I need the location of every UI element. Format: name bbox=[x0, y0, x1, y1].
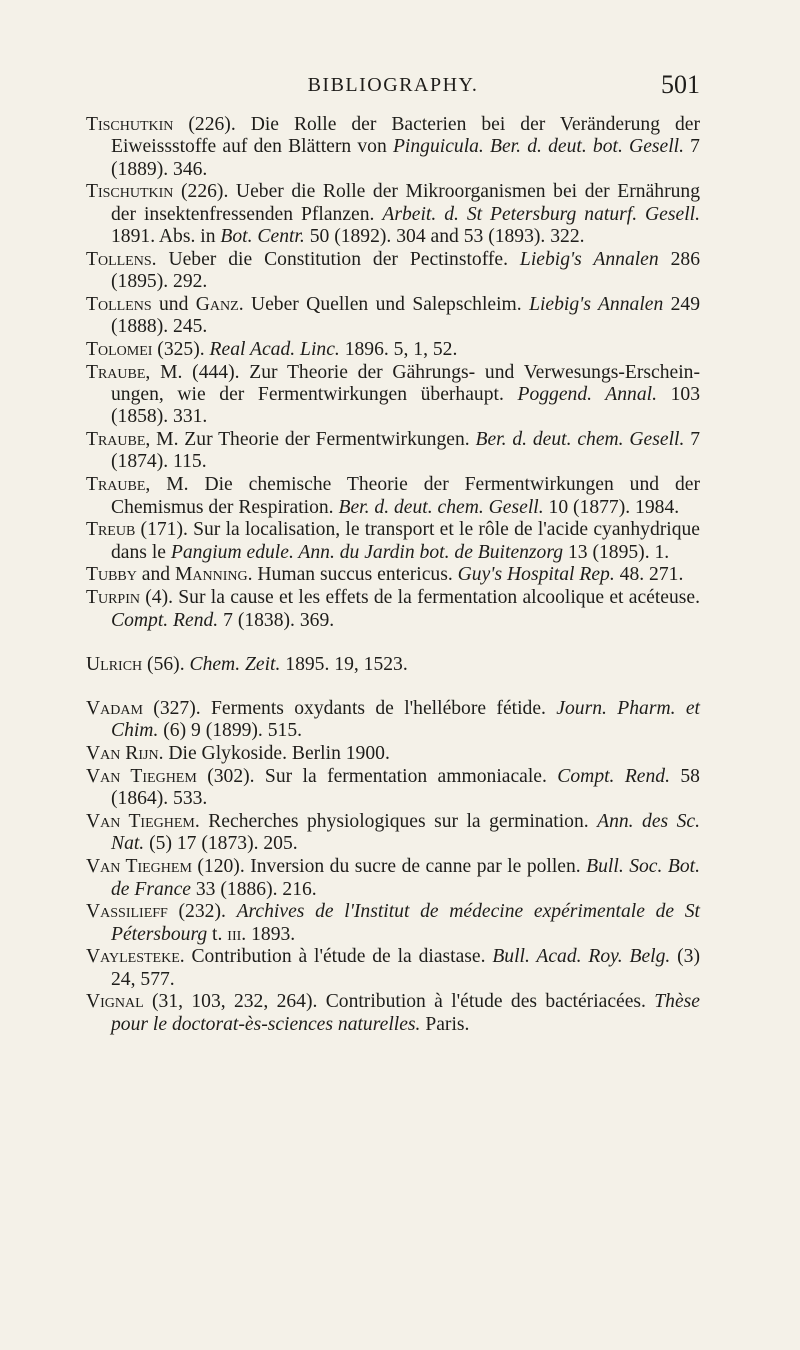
entry-text: 1891. Abs. in bbox=[111, 225, 221, 247]
italic-citation: Archives de l'Institut de médecine expérimentale de St Pétersbourg bbox=[111, 901, 700, 945]
bibliography-entry bbox=[86, 114, 700, 181]
italic-citation: Pangium edule. Ann. du Jardin bot. de Buitenzorg bbox=[170, 541, 564, 563]
italic-citation: Liebig's Annalen bbox=[519, 248, 659, 270]
entry-text: (232). bbox=[167, 901, 237, 923]
bibliography-entry bbox=[86, 991, 700, 1036]
entry-text: t. bbox=[207, 923, 228, 945]
author-name: Van Tieghem bbox=[86, 856, 192, 878]
entry-text: (5) 17 (1873). 205. bbox=[144, 833, 298, 855]
bibliography-list bbox=[86, 114, 700, 1037]
bibliography-entry bbox=[86, 181, 700, 248]
entry-text: und bbox=[151, 293, 196, 315]
page-number: 501 bbox=[661, 70, 700, 99]
bibliography-entry bbox=[86, 294, 700, 339]
italic-citation: Arbeit. d. St Petersburg naturf. Gesell. bbox=[382, 203, 700, 225]
italic-citation: Thèse pour le doctorat-ès-sciences naturelles. bbox=[111, 991, 700, 1035]
author-name: Traube, M. bbox=[86, 361, 183, 383]
author-name: Van Tieghem bbox=[86, 811, 195, 833]
entry-text: 1895. 19, 1523. bbox=[280, 653, 408, 675]
entry-text: . Ueber Quellen und Salepschleim. bbox=[238, 293, 530, 315]
entry-text: . 1893. bbox=[241, 923, 296, 945]
bibliography-entry bbox=[86, 429, 700, 474]
entry-text: Die chemische Theorie der Fermentwirkungen und der Chemismus der Respiration. bbox=[111, 474, 700, 518]
author-name: Treub bbox=[86, 519, 136, 541]
bibliography-entry bbox=[86, 339, 700, 361]
italic-citation: Liebig's Annalen bbox=[529, 293, 664, 315]
author-name: Vignal bbox=[86, 991, 144, 1013]
entry-text: 33 (1886). 216. bbox=[190, 878, 317, 900]
bibliography-entry bbox=[86, 564, 700, 586]
entry-text: 7 (1889). 346. bbox=[111, 136, 700, 180]
running-title: BIBLIOGRAPHY. bbox=[307, 74, 479, 96]
running-header bbox=[86, 70, 700, 104]
author-name: Ganz bbox=[195, 293, 239, 315]
italic-citation: Bot. Centr. bbox=[220, 225, 305, 247]
entry-text: 1896. 5, 1, 52. bbox=[339, 338, 458, 360]
italic-citation: Chem. Zeit. bbox=[189, 653, 281, 675]
italic-citation: Pinguicula. Ber. d. deut. bot. Gesell. bbox=[392, 136, 684, 158]
entry-text: (444). Zur Theorie der Gährungs- und Verwesungs-Erscheinungen, wie der Fermentwirkungen überhaupt. bbox=[111, 361, 700, 406]
italic-citation: Ber. d. deut. chem. Gesell. bbox=[475, 429, 685, 451]
author-name: Vassilieff bbox=[86, 901, 168, 923]
author-name: Tischutkin bbox=[86, 114, 174, 135]
author-name: Vadam bbox=[86, 698, 143, 720]
entry-text: and bbox=[136, 564, 175, 586]
entry-text: 58 (1864). 533. bbox=[111, 766, 700, 810]
entry-text: . Contribution à l'étude de la diastase. bbox=[179, 946, 493, 968]
bibliography-entry bbox=[86, 587, 700, 632]
bibliography-entry bbox=[86, 766, 700, 811]
author-name: Ulrich bbox=[86, 653, 143, 675]
italic-citation: Compt. Rend. bbox=[111, 609, 219, 631]
entry-text: 286 (1895). 292. bbox=[111, 248, 700, 293]
bibliography-entry bbox=[86, 901, 700, 946]
bibliography-entry bbox=[86, 519, 700, 564]
entry-text: (327). Ferments oxydants de l'hellébore fétide. bbox=[142, 698, 557, 720]
bibliography-entry bbox=[86, 654, 700, 676]
author-name: Vaylesteke bbox=[86, 946, 180, 968]
bibliography-entry bbox=[86, 362, 700, 429]
entry-text: 7 (1874). 115. bbox=[111, 429, 700, 473]
entry-text: 7 (1838). 369. bbox=[218, 609, 335, 631]
italic-citation: Journ. Pharm. et Chim. bbox=[111, 698, 700, 742]
italic-citation: Ber. d. deut. chem. Gesell. bbox=[338, 496, 544, 518]
italic-citation: Poggend. Annal. bbox=[517, 384, 657, 406]
entry-text: Zur Theorie der Fermentwirkungen. bbox=[178, 429, 476, 451]
author-name: Tischutkin bbox=[86, 181, 174, 203]
entry-text: (6) 9 (1899). 515. bbox=[158, 720, 303, 742]
bibliography-entry bbox=[86, 856, 700, 901]
italic-citation: Compt. Rend. bbox=[557, 766, 670, 788]
bibliography-entry bbox=[86, 743, 700, 765]
author-name: Traube, M. bbox=[86, 474, 189, 496]
entry-text: . Recherches physiologiques sur la germination. bbox=[194, 811, 598, 833]
author-name: Tolomei bbox=[86, 338, 153, 360]
entry-text: . Human succus entericus. bbox=[247, 564, 458, 586]
entry-text: (325). bbox=[152, 338, 210, 360]
entry-text: . Ueber die Constitution der Pectinstoffe. bbox=[151, 248, 520, 270]
author-name: Tollens bbox=[86, 248, 152, 270]
author-name: Tubby bbox=[86, 564, 137, 586]
author-name: Van Tieghem bbox=[86, 766, 197, 788]
entry-text: 103 (1858). 331. bbox=[111, 384, 700, 428]
entry-text: (226). Die Rolle der Bacterien bei der Veränderung der Eiweissstoffe auf den Blättern von bbox=[111, 114, 700, 158]
author-name: Manning bbox=[174, 564, 248, 586]
entry-text: Paris. bbox=[420, 1013, 470, 1035]
author-name: Tollens bbox=[86, 293, 152, 315]
entry-text: (226). Ueber die Rolle der Mikroorganismen bei der Ernährung der insektenfressenden Pflanzen. bbox=[111, 181, 700, 225]
author-name: Van Rijn bbox=[86, 743, 159, 765]
entry-text: (171). Sur la localisation, le transport et le rôle de l'acide cyanhydrique dans le bbox=[111, 519, 700, 563]
italic-citation: Bull. Acad. Roy. Belg. bbox=[492, 946, 671, 968]
italic-citation: Ann. des Sc. Nat. bbox=[111, 811, 700, 855]
italic-citation: Real Acad. Linc. bbox=[209, 338, 340, 360]
entry-text: (4). Sur la cause et les effets de la fermentation alcoolique et acéteuse. bbox=[139, 587, 700, 609]
author-name: Traube, M. bbox=[86, 429, 179, 451]
bibliography-entry bbox=[86, 698, 700, 743]
bibliography-entry bbox=[86, 946, 700, 991]
author-name: Turpin bbox=[86, 587, 140, 609]
entry-text: (31, 103, 232, 264). Contribution à l'étude des bactériacées. bbox=[143, 991, 655, 1013]
italic-citation: Bull. Soc. Bot. de France bbox=[111, 856, 700, 900]
bibliography-entry bbox=[86, 811, 700, 856]
bibliography-entry bbox=[86, 474, 700, 519]
entry-text: 48. 271. bbox=[614, 564, 684, 586]
entry-text: (3) 24, 577. bbox=[111, 946, 700, 990]
entry-text: . Die Glykoside. Berlin 1900. bbox=[158, 743, 390, 765]
entry-text: (120). Inversion du sucre de canne par le pollen. bbox=[191, 856, 587, 878]
entry-text: (56). bbox=[142, 653, 190, 675]
entry-text: 249 (1888). 245. bbox=[111, 293, 701, 338]
entry-text: 50 (1892). 304 and 53 (1893). 322. bbox=[304, 225, 585, 247]
entry-text: 13 (1895). 1. bbox=[563, 541, 670, 563]
bibliography-entry bbox=[86, 249, 700, 294]
italic-citation: Guy's Hospital Rep. bbox=[457, 564, 615, 586]
author-name: iii bbox=[227, 923, 242, 945]
entry-text: 10 (1877). 1984. bbox=[543, 496, 680, 518]
entry-text: (302). Sur la fermentation ammoniacale. bbox=[196, 766, 558, 788]
